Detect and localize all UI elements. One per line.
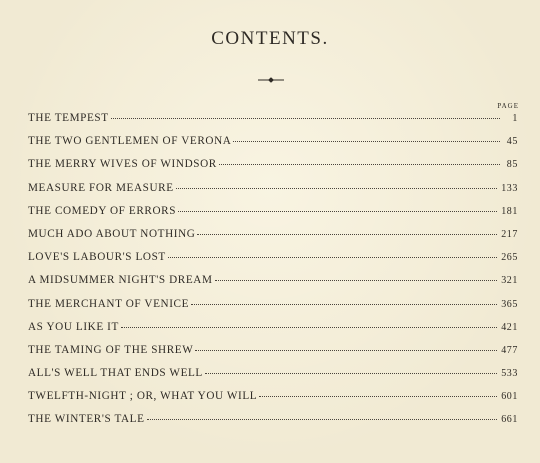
toc-entry-title: MUCH ADO ABOUT NOTHING xyxy=(28,227,196,240)
toc-entry xyxy=(28,228,518,251)
dot-leader xyxy=(111,117,500,119)
dot-leader xyxy=(219,163,500,165)
toc-entry xyxy=(28,251,518,274)
toc-entry-page: 601 xyxy=(501,391,518,403)
toc-entry xyxy=(28,344,518,367)
toc-entry-page: 133 xyxy=(501,182,518,194)
toc-entry xyxy=(28,135,518,158)
toc-entry xyxy=(28,205,518,228)
toc-entry-page: 533 xyxy=(501,368,518,380)
toc-entry-page: 217 xyxy=(501,228,518,240)
toc-entry xyxy=(28,182,518,205)
toc-entry-page: 181 xyxy=(501,205,518,217)
toc-entry xyxy=(28,112,518,135)
toc-entry-title: THE TWO GENTLEMEN OF VERONA xyxy=(28,135,232,148)
toc-entry-title: THE TEMPEST xyxy=(28,112,109,124)
toc-entry-page: 661 xyxy=(501,414,518,426)
toc-entry-title: AS YOU LIKE IT xyxy=(28,320,119,333)
toc-entry-page: 477 xyxy=(501,344,518,356)
toc-entry-title: THE WINTER'S TALE xyxy=(28,413,145,426)
toc-entry-title: A MIDSUMMER NIGHT'S DREAM xyxy=(28,274,213,287)
toc-entry-page: 265 xyxy=(501,252,518,264)
toc-entry xyxy=(28,274,518,297)
toc-entry-page: 1 xyxy=(512,113,518,124)
toc-entry xyxy=(28,158,518,181)
table-of-contents xyxy=(28,112,518,437)
toc-entry-title: LOVE'S LABOUR'S LOST xyxy=(28,251,166,264)
toc-entry-title: ALL'S WELL THAT ENDS WELL xyxy=(28,367,203,380)
toc-entry-page: 365 xyxy=(501,298,518,310)
toc-entry xyxy=(28,298,518,321)
toc-entry-title: THE TAMING OF THE SHREW xyxy=(28,343,194,356)
dot-leader xyxy=(259,395,497,397)
dot-leader xyxy=(176,187,498,189)
toc-entry xyxy=(28,321,518,344)
page-title: CONTENTS. xyxy=(211,28,329,49)
toc-entry-page: 321 xyxy=(501,275,518,287)
toc-entry-title: THE COMEDY OF ERRORS xyxy=(28,204,177,217)
dot-leader xyxy=(215,279,498,281)
dot-leader xyxy=(168,256,497,258)
dot-leader xyxy=(195,349,497,351)
toc-entry-title: MEASURE FOR MEASURE xyxy=(28,181,174,194)
toc-entry xyxy=(28,367,518,390)
toc-entry-page: 421 xyxy=(501,321,518,333)
dot-leader xyxy=(178,210,497,212)
toc-entry-page: 45 xyxy=(506,136,518,148)
toc-entry-page: 85 xyxy=(506,159,518,171)
toc-entry-title: TWELFTH-NIGHT ; OR, WHAT YOU WILL xyxy=(28,390,258,403)
toc-entry-title: THE MERRY WIVES OF WINDSOR xyxy=(28,158,217,171)
toc-entry xyxy=(28,390,518,413)
dot-leader xyxy=(197,233,497,235)
dot-leader xyxy=(147,418,498,420)
dot-leader xyxy=(191,303,497,305)
page-column-header: PAGE xyxy=(497,102,519,110)
dot-leader xyxy=(205,372,497,374)
dot-leader xyxy=(233,140,500,142)
dot-leader xyxy=(121,326,497,328)
ornament-divider-icon xyxy=(258,77,284,83)
toc-entry xyxy=(28,413,518,436)
toc-entry-title: THE MERCHANT OF VENICE xyxy=(28,297,190,310)
